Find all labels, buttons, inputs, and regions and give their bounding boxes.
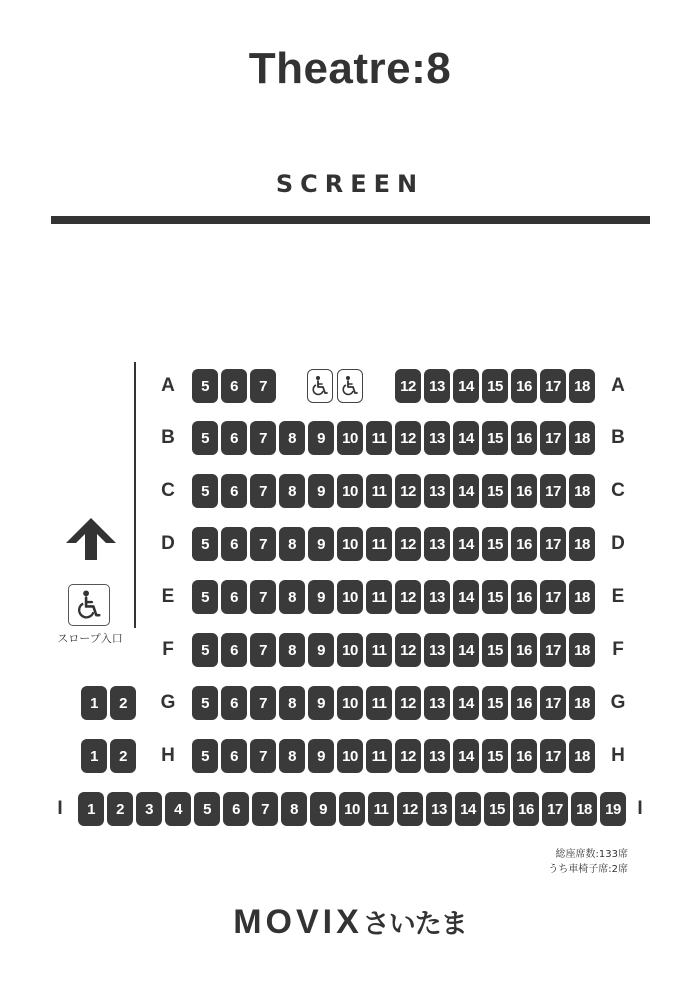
wheelchair-seats-text: うち車椅子席:2席	[548, 864, 628, 875]
wheelchair-icon	[310, 375, 330, 397]
seat-e-7[interactable]: 7	[250, 580, 276, 614]
seat-d-6[interactable]: 6	[221, 527, 247, 561]
seat-g-13[interactable]: 13	[424, 686, 450, 720]
row-label-h-left: H	[161, 745, 175, 766]
row-label-i-right: I	[637, 798, 643, 819]
seat-g-10[interactable]: 10	[337, 686, 363, 720]
seat-b-15[interactable]: 15	[482, 421, 508, 455]
seat-h-9[interactable]: 9	[308, 739, 334, 773]
seat-c-11[interactable]: 11	[366, 474, 392, 508]
seat-c-10[interactable]: 10	[337, 474, 363, 508]
seat-b-18[interactable]: 18	[569, 421, 595, 455]
seat-g-1[interactable]: 1	[81, 686, 107, 720]
seat-d-5[interactable]: 5	[192, 527, 218, 561]
row-label-c-left: C	[161, 480, 175, 501]
screen-label: SCREEN	[275, 170, 425, 198]
seat-g-5[interactable]: 5	[192, 686, 218, 720]
seat-f-11[interactable]: 11	[366, 633, 392, 667]
seat-f-13[interactable]: 13	[424, 633, 450, 667]
seat-e-12[interactable]: 12	[395, 580, 421, 614]
row-label-e-right: E	[611, 586, 625, 607]
seat-h-7[interactable]: 7	[250, 739, 276, 773]
seat-c-7[interactable]: 7	[250, 474, 276, 508]
seat-i-17[interactable]: 17	[542, 792, 568, 826]
wheelchair-icon	[68, 584, 110, 626]
seat-c-17[interactable]: 17	[540, 474, 566, 508]
seat-d-11[interactable]: 11	[366, 527, 392, 561]
row-label-b-left: B	[161, 427, 175, 448]
seat-a-14[interactable]: 14	[453, 369, 479, 403]
seat-h-1[interactable]: 1	[81, 739, 107, 773]
seat-h-8[interactable]: 8	[279, 739, 305, 773]
seat-a-17[interactable]: 17	[540, 369, 566, 403]
seat-f-14[interactable]: 14	[453, 633, 479, 667]
seat-d-7[interactable]: 7	[250, 527, 276, 561]
seat-b-9[interactable]: 9	[308, 421, 334, 455]
seat-e-13[interactable]: 13	[424, 580, 450, 614]
seat-f-5[interactable]: 5	[192, 633, 218, 667]
seat-a-12[interactable]: 12	[395, 369, 421, 403]
wheelchair-icon	[340, 375, 360, 397]
seat-c-12[interactable]: 12	[395, 474, 421, 508]
seat-a-5[interactable]: 5	[192, 369, 218, 403]
seat-d-9[interactable]: 9	[308, 527, 334, 561]
seat-e-18[interactable]: 18	[569, 580, 595, 614]
row-label-d-right: D	[611, 533, 625, 554]
seat-b-14[interactable]: 14	[453, 421, 479, 455]
seat-b-10[interactable]: 10	[337, 421, 363, 455]
seat-i-10[interactable]: 10	[339, 792, 365, 826]
seat-h-18[interactable]: 18	[569, 739, 595, 773]
row-label-a-left: A	[161, 375, 175, 396]
seat-d-15[interactable]: 15	[482, 527, 508, 561]
seat-d-18[interactable]: 18	[569, 527, 595, 561]
seat-f-8[interactable]: 8	[279, 633, 305, 667]
seat-c-14[interactable]: 14	[453, 474, 479, 508]
seat-c-13[interactable]: 13	[424, 474, 450, 508]
seat-g-9[interactable]: 9	[308, 686, 334, 720]
seat-f-12[interactable]: 12	[395, 633, 421, 667]
brand-latin: MOVIX	[233, 903, 363, 941]
row-label-a-right: A	[611, 375, 625, 396]
seat-g-15[interactable]: 15	[482, 686, 508, 720]
row-label-f-left: F	[162, 639, 174, 660]
seat-i-9[interactable]: 9	[310, 792, 336, 826]
seat-g-11[interactable]: 11	[366, 686, 392, 720]
seat-i-16[interactable]: 16	[513, 792, 539, 826]
seat-c-5[interactable]: 5	[192, 474, 218, 508]
seat-c-8[interactable]: 8	[279, 474, 305, 508]
seat-f-15[interactable]: 15	[482, 633, 508, 667]
seat-c-18[interactable]: 18	[569, 474, 595, 508]
seat-d-16[interactable]: 16	[511, 527, 537, 561]
seat-e-17[interactable]: 17	[540, 580, 566, 614]
seat-i-8[interactable]: 8	[281, 792, 307, 826]
seat-b-6[interactable]: 6	[221, 421, 247, 455]
seat-c-6[interactable]: 6	[221, 474, 247, 508]
row-label-i-left: I	[57, 798, 63, 819]
seat-e-14[interactable]: 14	[453, 580, 479, 614]
seat-i-14[interactable]: 14	[455, 792, 481, 826]
row-label-f-right: F	[612, 639, 624, 660]
theatre-title: Theatre:8	[248, 44, 452, 93]
seat-i-2[interactable]: 2	[107, 792, 133, 826]
seat-i-7[interactable]: 7	[252, 792, 278, 826]
brand-kana: さいたま	[362, 909, 467, 940]
seat-f-6[interactable]: 6	[221, 633, 247, 667]
seat-b-8[interactable]: 8	[279, 421, 305, 455]
seat-h-14[interactable]: 14	[453, 739, 479, 773]
row-label-d-left: D	[161, 533, 175, 554]
seat-i-4[interactable]: 4	[165, 792, 191, 826]
seat-h-5[interactable]: 5	[192, 739, 218, 773]
seat-g-14[interactable]: 14	[453, 686, 479, 720]
seat-i-11[interactable]: 11	[368, 792, 394, 826]
seat-i-6[interactable]: 6	[223, 792, 249, 826]
seat-f-16[interactable]: 16	[511, 633, 537, 667]
seat-a-7[interactable]: 7	[250, 369, 276, 403]
seat-f-17[interactable]: 17	[540, 633, 566, 667]
seat-h-15[interactable]: 15	[482, 739, 508, 773]
seat-e-5[interactable]: 5	[192, 580, 218, 614]
seat-d-14[interactable]: 14	[453, 527, 479, 561]
seat-h-12[interactable]: 12	[395, 739, 421, 773]
seat-i-12[interactable]: 12	[397, 792, 423, 826]
seat-e-16[interactable]: 16	[511, 580, 537, 614]
seat-e-9[interactable]: 9	[308, 580, 334, 614]
seat-h-13[interactable]: 13	[424, 739, 450, 773]
seat-b-17[interactable]: 17	[540, 421, 566, 455]
wheelchair-seat-a-1[interactable]	[307, 369, 333, 403]
seat-c-9[interactable]: 9	[308, 474, 334, 508]
seat-e-11[interactable]: 11	[366, 580, 392, 614]
seat-b-5[interactable]: 5	[192, 421, 218, 455]
seat-h-2[interactable]: 2	[110, 739, 136, 773]
seat-g-2[interactable]: 2	[110, 686, 136, 720]
up-arrow-icon	[66, 518, 116, 560]
seat-c-15[interactable]: 15	[482, 474, 508, 508]
seat-c-16[interactable]: 16	[511, 474, 537, 508]
row-label-b-right: B	[611, 427, 625, 448]
wheelchair-seat-a-2[interactable]	[337, 369, 363, 403]
row-label-h-right: H	[611, 745, 625, 766]
seat-b-12[interactable]: 12	[395, 421, 421, 455]
seat-g-17[interactable]: 17	[540, 686, 566, 720]
seat-d-13[interactable]: 13	[424, 527, 450, 561]
seat-d-12[interactable]: 12	[395, 527, 421, 561]
seat-i-1[interactable]: 1	[78, 792, 104, 826]
seat-d-8[interactable]: 8	[279, 527, 305, 561]
seat-e-15[interactable]: 15	[482, 580, 508, 614]
seat-i-13[interactable]: 13	[426, 792, 452, 826]
seat-g-7[interactable]: 7	[250, 686, 276, 720]
seat-f-9[interactable]: 9	[308, 633, 334, 667]
seat-h-6[interactable]: 6	[221, 739, 247, 773]
seat-f-10[interactable]: 10	[337, 633, 363, 667]
seat-e-6[interactable]: 6	[221, 580, 247, 614]
total-seats-text: 総座席数:133席	[555, 849, 628, 860]
seat-d-10[interactable]: 10	[337, 527, 363, 561]
seat-h-16[interactable]: 16	[511, 739, 537, 773]
seat-i-15[interactable]: 15	[484, 792, 510, 826]
seat-b-16[interactable]: 16	[511, 421, 537, 455]
row-label-g-left: G	[160, 692, 176, 713]
seat-d-17[interactable]: 17	[540, 527, 566, 561]
row-label-e-left: E	[161, 586, 175, 607]
seat-g-8[interactable]: 8	[279, 686, 305, 720]
seat-a-6[interactable]: 6	[221, 369, 247, 403]
seat-b-11[interactable]: 11	[366, 421, 392, 455]
row-label-g-right: G	[610, 692, 626, 713]
seat-i-5[interactable]: 5	[194, 792, 220, 826]
row-label-c-right: C	[611, 480, 625, 501]
seat-a-13[interactable]: 13	[424, 369, 450, 403]
seat-f-18[interactable]: 18	[569, 633, 595, 667]
seat-h-10[interactable]: 10	[337, 739, 363, 773]
slope-entrance-label: スロープ入口	[57, 632, 123, 645]
seat-g-12[interactable]: 12	[395, 686, 421, 720]
seat-i-18[interactable]: 18	[571, 792, 597, 826]
seat-h-11[interactable]: 11	[366, 739, 392, 773]
seat-h-17[interactable]: 17	[540, 739, 566, 773]
seat-b-13[interactable]: 13	[424, 421, 450, 455]
seat-f-7[interactable]: 7	[250, 633, 276, 667]
seat-a-15[interactable]: 15	[482, 369, 508, 403]
seat-g-18[interactable]: 18	[569, 686, 595, 720]
seat-i-3[interactable]: 3	[136, 792, 162, 826]
seat-b-7[interactable]: 7	[250, 421, 276, 455]
seat-a-18[interactable]: 18	[569, 369, 595, 403]
brand-logo	[0, 902, 700, 942]
seat-i-19[interactable]: 19	[600, 792, 626, 826]
seat-a-16[interactable]: 16	[511, 369, 537, 403]
seat-e-8[interactable]: 8	[279, 580, 305, 614]
seat-g-16[interactable]: 16	[511, 686, 537, 720]
seat-e-10[interactable]: 10	[337, 580, 363, 614]
seat-g-6[interactable]: 6	[221, 686, 247, 720]
